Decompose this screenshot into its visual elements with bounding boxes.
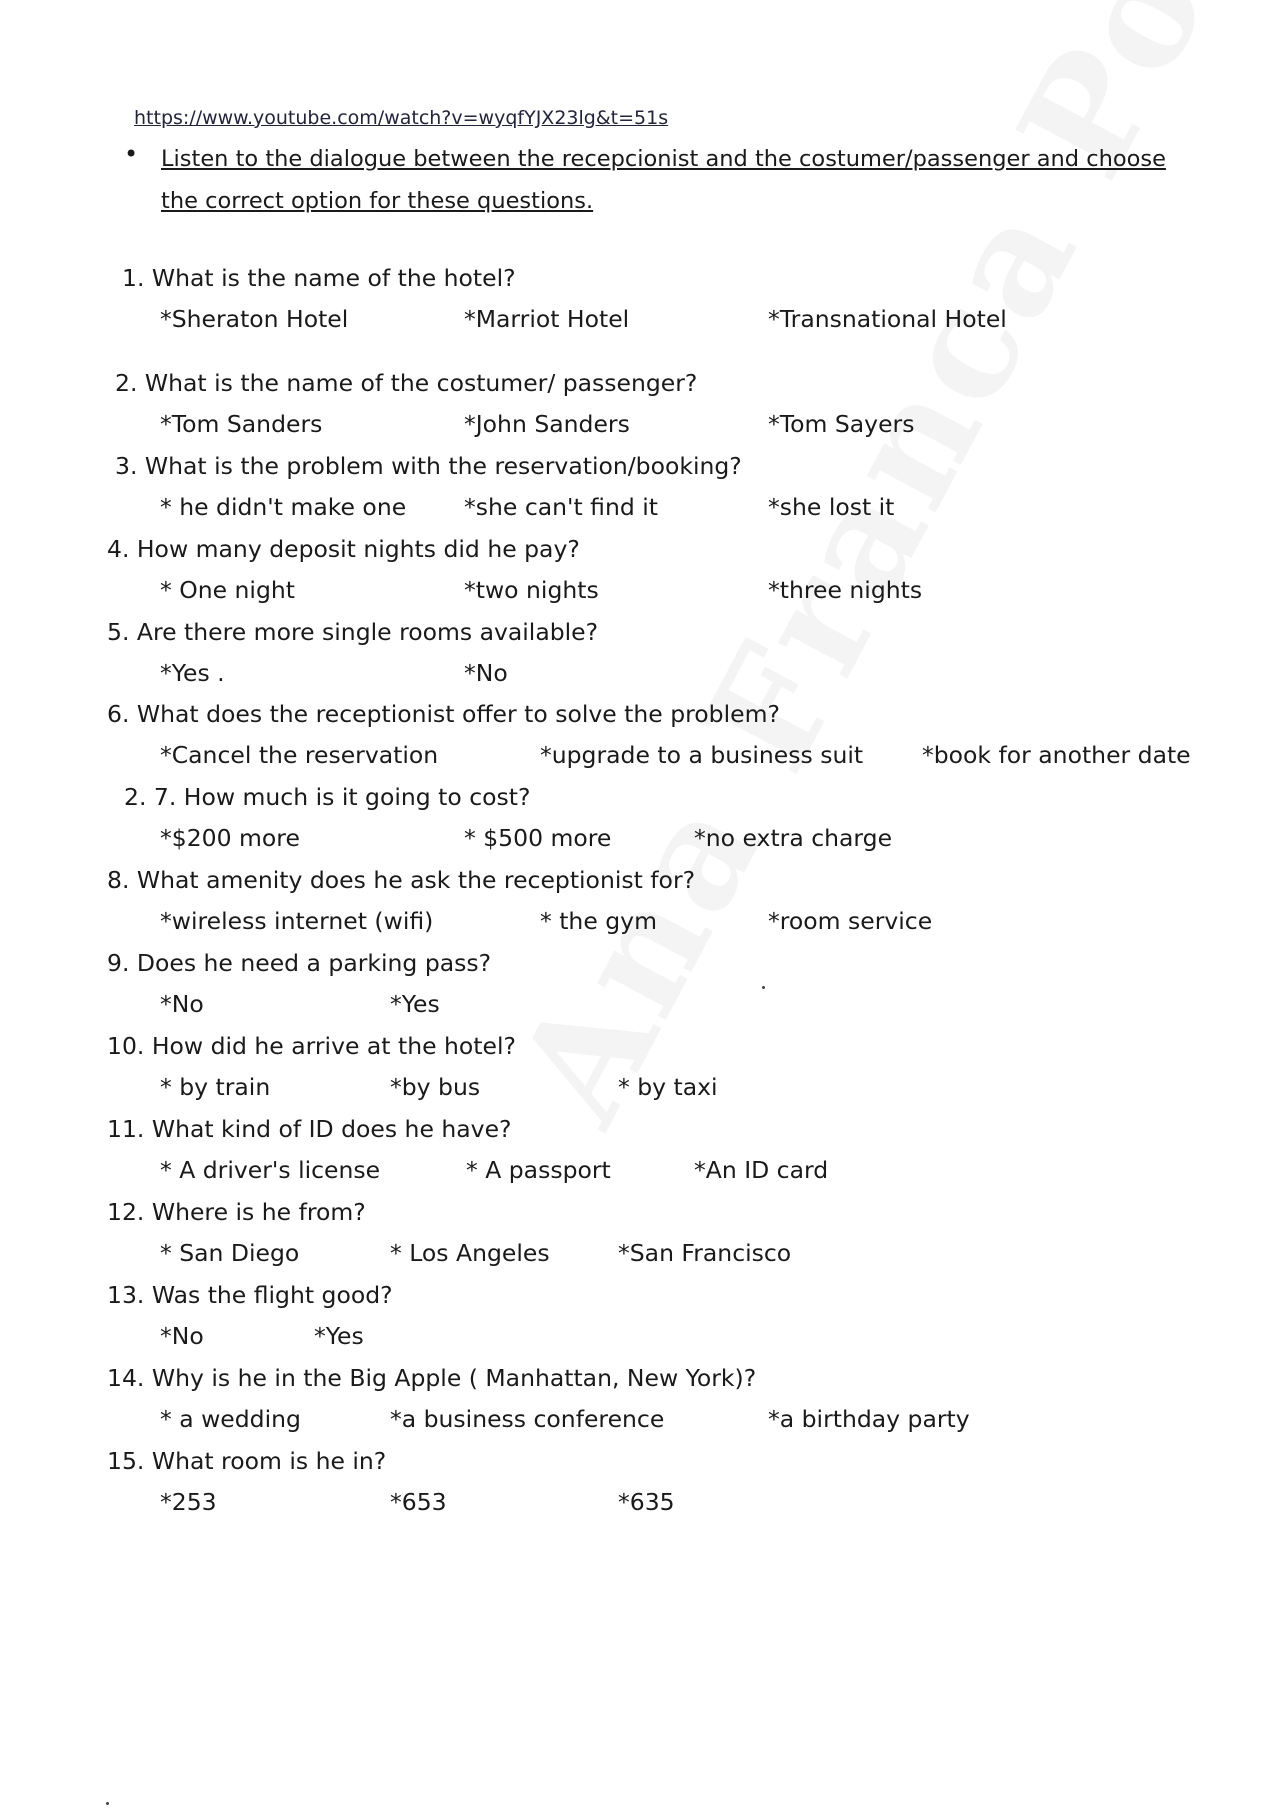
option-1a[interactable]: *Sheraton Hotel	[160, 305, 349, 333]
question-13: 13. Was the flight good?	[107, 1281, 393, 1309]
video-link[interactable]: https://www.youtube.com/watch?v=wyqfYJX23lg&t=51s	[134, 107, 669, 129]
option-14b[interactable]: *a business conference	[390, 1405, 665, 1433]
option-8c[interactable]: *room service	[768, 907, 933, 935]
option-15c[interactable]: *635	[618, 1488, 675, 1516]
option-11b[interactable]: * A passport	[466, 1156, 611, 1184]
question-15: 15. What room is he in?	[107, 1447, 387, 1475]
option-5b[interactable]: *No	[464, 659, 508, 687]
option-3c[interactable]: *she lost it	[768, 493, 895, 521]
option-4b[interactable]: *two nights	[464, 576, 599, 604]
instruction-text: Listen to the dialogue between the recepcionist and the costumer/passenger and choose the correct option for these questions.	[161, 146, 1166, 214]
bullet-icon: •	[124, 140, 139, 168]
option-11c[interactable]: *An ID card	[694, 1156, 829, 1184]
option-14c[interactable]: *a birthday party	[768, 1405, 970, 1433]
option-8b[interactable]: * the gym	[540, 907, 657, 935]
option-4a[interactable]: * One night	[160, 576, 295, 604]
question-6: 6. What does the receptionist offer to solve the problem?	[107, 700, 780, 728]
option-6b[interactable]: *upgrade to a business suit	[540, 741, 864, 769]
option-3b[interactable]: *she can't find it	[464, 493, 659, 521]
question-1: 1. What is the name of the hotel?	[122, 264, 516, 292]
option-3a[interactable]: * he didn't make one	[160, 493, 407, 521]
option-14a[interactable]: * a wedding	[160, 1405, 301, 1433]
option-9b[interactable]: *Yes	[390, 990, 440, 1018]
option-10a[interactable]: * by train	[160, 1073, 271, 1101]
option-15a[interactable]: *253	[160, 1488, 217, 1516]
question-4: 4. How many deposit nights did he pay?	[107, 535, 580, 563]
question-2: 2. What is the name of the costumer/ passenger?	[115, 369, 698, 397]
option-1b[interactable]: *Marriot Hotel	[464, 305, 630, 333]
scan-speck	[762, 986, 765, 989]
option-2c[interactable]: *Tom Sayers	[768, 410, 915, 438]
question-8: 8. What amenity does he ask the receptionist for?	[107, 866, 696, 894]
option-9a[interactable]: *No	[160, 990, 204, 1018]
option-1c[interactable]: *Transnational Hotel	[768, 305, 1007, 333]
scan-speck	[106, 1802, 109, 1805]
option-11a[interactable]: * A driver's license	[160, 1156, 381, 1184]
option-7a[interactable]: *$200 more	[160, 824, 300, 852]
option-6c[interactable]: *book for another date	[922, 741, 1191, 769]
option-2b[interactable]: *John Sanders	[464, 410, 630, 438]
option-4c[interactable]: *three nights	[768, 576, 923, 604]
option-12c[interactable]: *San Francisco	[618, 1239, 792, 1267]
question-11: 11. What kind of ID does he have?	[107, 1115, 512, 1143]
option-2a[interactable]: *Tom Sanders	[160, 410, 323, 438]
option-10b[interactable]: *by bus	[390, 1073, 481, 1101]
question-5: 5. Are there more single rooms available?	[107, 618, 599, 646]
option-8a[interactable]: *wireless internet (wifi)	[160, 907, 434, 935]
option-5a[interactable]: *Yes .	[160, 659, 225, 687]
option-12b[interactable]: * Los Angeles	[390, 1239, 550, 1267]
option-7b[interactable]: * $500 more	[464, 824, 612, 852]
question-12: 12. Where is he from?	[107, 1198, 366, 1226]
option-13b[interactable]: *Yes	[314, 1322, 364, 1350]
question-7: 2. 7. How much is it going to cost?	[124, 783, 531, 811]
option-12a[interactable]: * San Diego	[160, 1239, 300, 1267]
question-10: 10. How did he arrive at the hotel?	[107, 1032, 516, 1060]
question-9: 9. Does he need a parking pass?	[107, 949, 492, 977]
option-13a[interactable]: *No	[160, 1322, 204, 1350]
option-7c[interactable]: *no extra charge	[694, 824, 893, 852]
option-6a[interactable]: *Cancel the reservation	[160, 741, 439, 769]
question-14: 14. Why is he in the Big Apple ( Manhattan, New York)?	[107, 1364, 757, 1392]
option-15b[interactable]: *653	[390, 1488, 447, 1516]
option-10c[interactable]: * by taxi	[618, 1073, 718, 1101]
question-3: 3. What is the problem with the reservation/booking?	[115, 452, 742, 480]
